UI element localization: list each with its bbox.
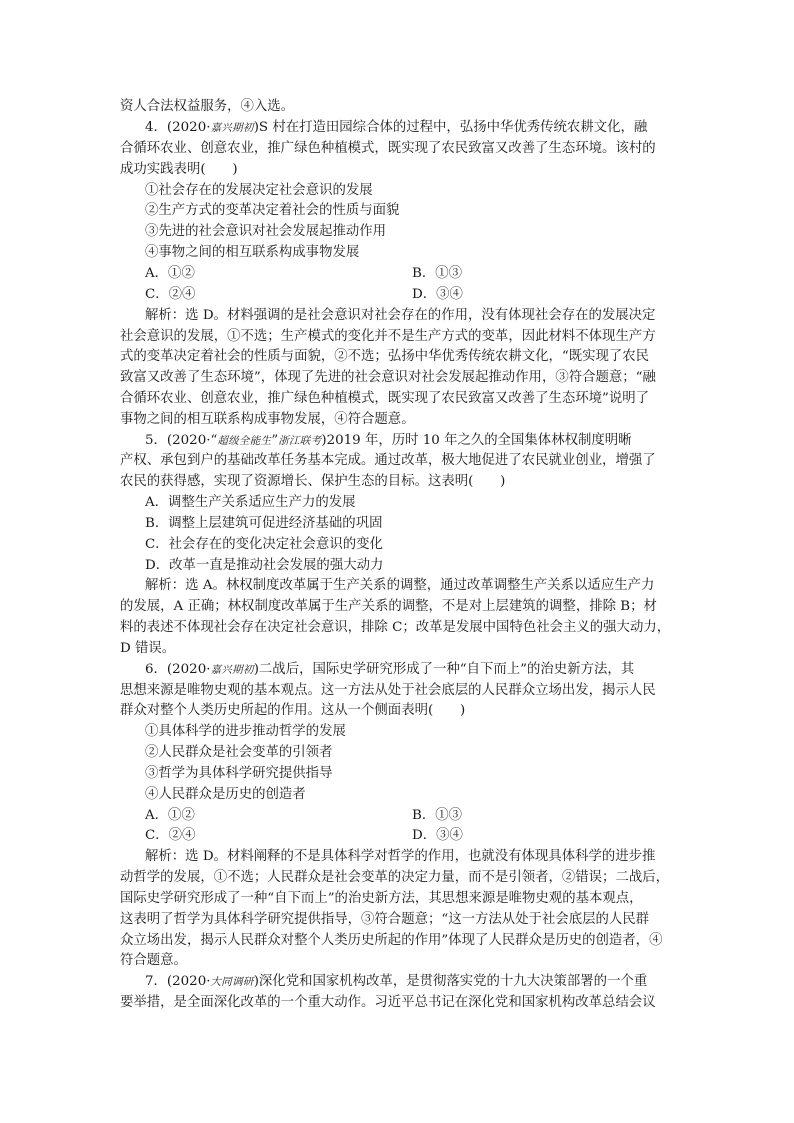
question-number: 5．(2020·“	[145, 433, 218, 448]
analysis-line: 致富又改善了生态环境”，体现了先进的社会意识对社会发展起推动作用，③符合题意；“融	[120, 370, 656, 385]
analysis-line: 符合题意。	[120, 953, 187, 968]
option-c: C．②④	[145, 828, 196, 843]
text-line: 要举措，是全面深化改革的一个重大动作。习近平总书记在深化党和国家机构改革总结会议	[120, 995, 656, 1010]
analysis-line: 解析：选 D。材料强调的是社会意识对社会存在的作用，没有体现社会存在的发展决定	[145, 308, 656, 323]
text-line: 资人合法权益服务，④入选。	[120, 99, 295, 114]
statement: ④事物之间的相互联系构成事物发展	[145, 245, 360, 260]
text-line: 农民的获得感，实现了资源增长、保护生态的目标。这表明( )	[120, 474, 506, 489]
option-b: B．①③	[412, 266, 463, 281]
analysis-line: 动哲学的发展，①不选；人民群众是社会变革的决定力量，而不是引领者，②错误；二战后，	[120, 870, 670, 885]
text-line: 思想来源是唯物史观的基本观点。这一方法从处于社会底层的人民群众立场出发，揭示人民	[120, 683, 656, 698]
analysis-line: 这表明了哲学为具体科学研究提供指导，③符合题意；“这一方法从处于社会底层的人民群	[120, 912, 650, 927]
question-text: )2019 年，历时 10 年之久的全国集体林权制度明晰	[321, 433, 632, 448]
analysis-line: 国际史学研究形成了一种“自下而上”的治史新方法，其思想来源是唯物史观的基本观点，	[120, 891, 643, 906]
option-a: A．①②	[145, 266, 195, 281]
option-b: B．①③	[412, 808, 463, 823]
analysis-line: 的发展，A 正确；林权制度改革属于生产关系的调整，不是对上层建筑的调整，排除 B；材	[120, 599, 657, 614]
statement: ①具体科学的进步推动哲学的发展	[145, 724, 346, 739]
analysis-line: 式的变革决定着社会的性质与面貌，②不选；弘扬中华优秀传统农耕文化，“既实现了农民	[120, 349, 650, 364]
option-d: D．③④	[412, 828, 463, 843]
option-b: B．调整上层建筑可促进经济基础的巩固	[145, 516, 383, 531]
analysis-line: 料的表述不体现社会存在决定社会意识，排除 C；改革是发展中国特色社会主义的强大动力，	[120, 620, 671, 635]
question-number: 6．(2020·	[145, 662, 211, 677]
question-6-stem	[145, 660, 676, 681]
analysis-line: 社会意识的发展，①不选；生产模式的变化并不是生产方式的变革，因此材料不体现生产方	[120, 329, 656, 344]
option-d: D．③④	[412, 287, 463, 302]
option-c: C．社会存在的变化决定社会意识的变化	[145, 537, 383, 552]
question-4-stem	[145, 118, 676, 139]
analysis-line: 众立场出发，揭示人民群众对整个人类历史所起的作用”体现了人民群众是历史的创造者，④	[120, 933, 663, 948]
text-line: 合循环农业、创意农业，推广绿色种植模式，既实现了农民致富又改善了生态环境。该村的	[120, 141, 656, 156]
exam-source: 嘉兴期初	[210, 122, 254, 134]
text-line: 产权、承包到户的基础改革任务基本完成。通过改革，极大地促进了农民就业创业，增强了	[120, 453, 656, 468]
quote-mark: ”	[271, 433, 279, 448]
statement: ③先进的社会意识对社会发展起推动作用	[145, 224, 387, 239]
statement: ②人民群众是社会变革的引领者	[145, 745, 333, 760]
option-c: C．②④	[145, 287, 196, 302]
exam-source: 嘉兴期初	[210, 664, 254, 676]
question-5-stem	[145, 431, 676, 452]
analysis-line: D 错误。	[120, 641, 176, 656]
statement: ①社会存在的发展决定社会意识的发展	[145, 183, 373, 198]
statement: ③哲学为具体科学研究提供指导	[145, 766, 333, 781]
question-text: )S 村在打造田园综合体的过程中，弘扬中华优秀传统农耕文化，融	[253, 120, 648, 135]
text-line: 群众对整个人类历史所起的作用。这从一个侧面表明( )	[120, 703, 466, 718]
question-text: )深化党和国家机构改革，是贯彻落实党的十九大决策部署的一个重	[253, 974, 648, 989]
option-a: A．①②	[145, 808, 195, 823]
question-number: 7．(2020·	[145, 974, 211, 989]
statement: ④人民群众是历史的创造者	[145, 787, 306, 802]
statement: ②生产方式的变革决定着社会的性质与面貌	[145, 203, 400, 218]
question-text: )二战后，国际史学研究形成了一种“自下而上”的治史新方法，其	[253, 662, 635, 677]
option-a: A．调整生产关系适应生产力的发展	[145, 495, 356, 510]
analysis-line: 事物之间的相互联系构成事物发展，④符合题意。	[120, 412, 415, 427]
text-line: 成功实践表明( )	[120, 162, 238, 177]
analysis-line: 解析：选 D。材料阐释的不是具体科学对哲学的作用，也就没有体现具体科学的进步推	[145, 849, 656, 864]
exam-source: 大同调研	[210, 976, 254, 988]
analysis-line: 合循环农业、创意农业，推广绿色种植模式，既实现了农民致富又改善了生态环境”说明了	[120, 391, 650, 406]
option-d: D．改革一直是推动社会发展的强大动力	[145, 558, 384, 573]
exam-source: 超级全能生	[217, 435, 272, 447]
exam-source: 浙江联考	[278, 435, 322, 447]
analysis-line: 解析：选 A。林权制度改革属于生产关系的调整，通过改革调整生产关系以适应生产力	[145, 578, 655, 593]
question-7-stem	[145, 972, 676, 993]
question-number: 4．(2020·	[145, 120, 211, 135]
